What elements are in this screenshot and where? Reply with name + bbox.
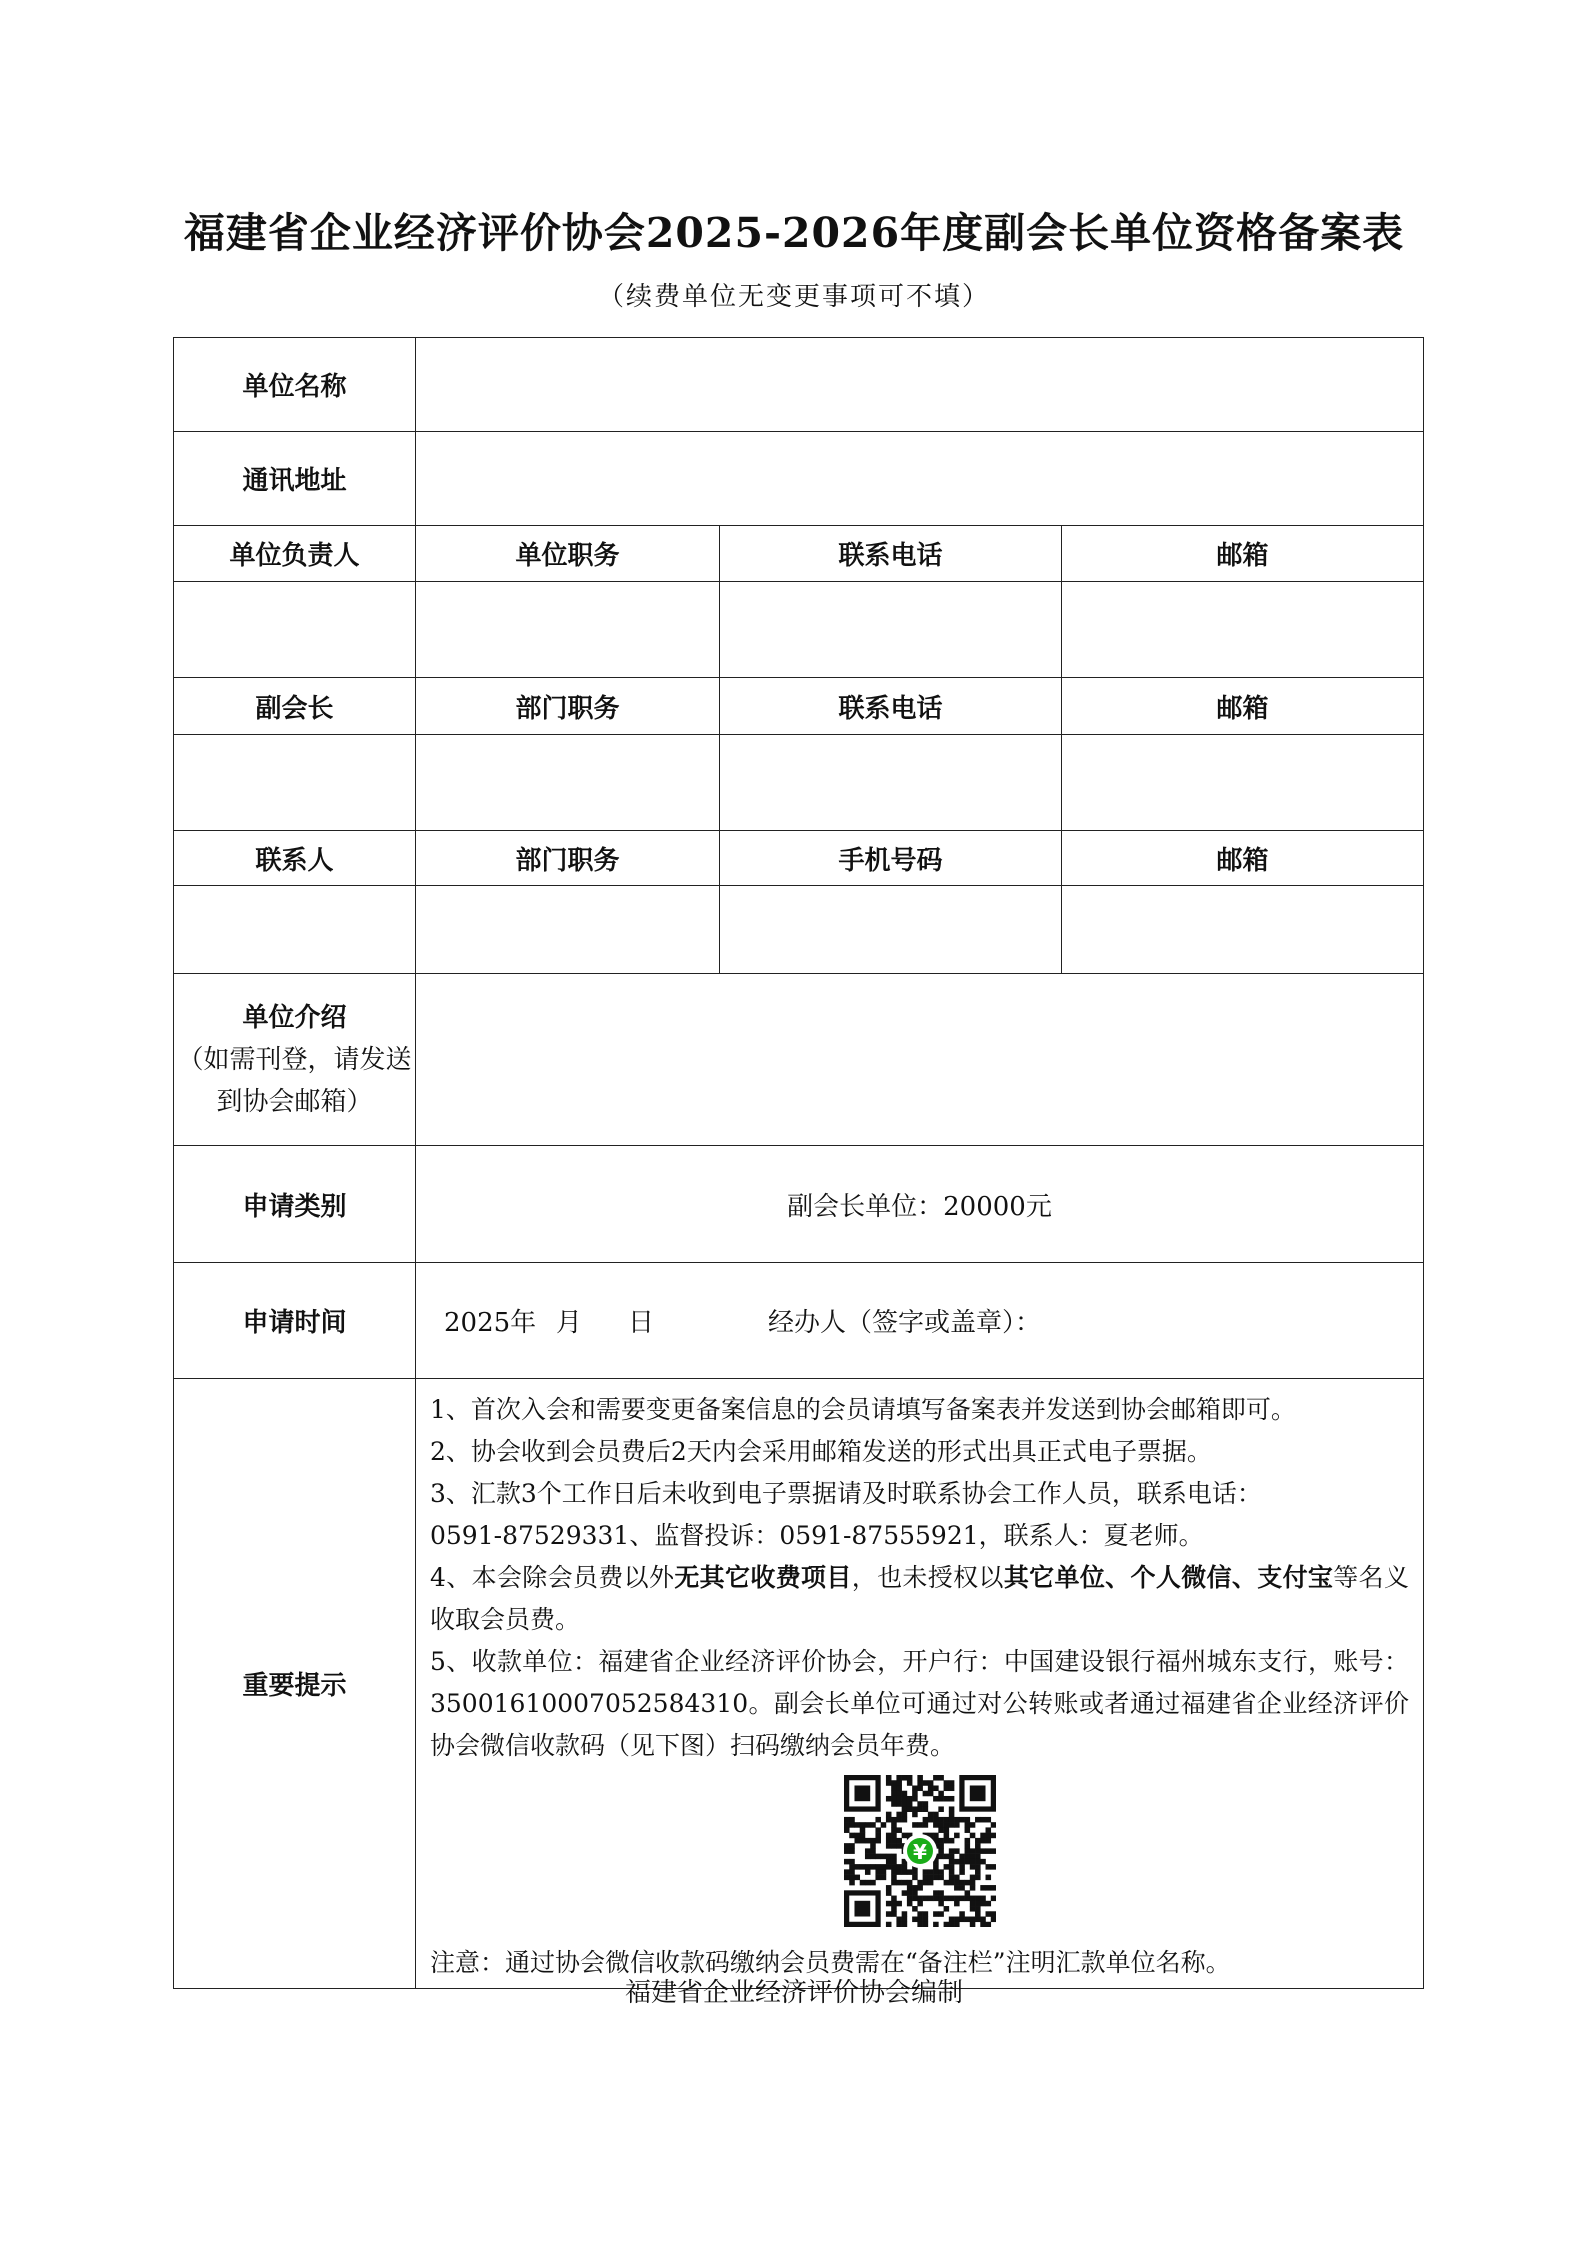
note-4-pre: 4、本会除会员费以外 — [430, 1563, 675, 1592]
intro-label-cell — [174, 974, 416, 1146]
qr-code-container — [430, 1767, 1409, 1942]
category-label: 申请类别 — [174, 1146, 416, 1263]
leader-header-email: 邮箱 — [1062, 526, 1424, 582]
leader-header-name: 单位负责人 — [174, 526, 416, 582]
note-2: 2、协会收到会员费后2天内会采用邮箱发送的形式出具正式电子票据。 — [430, 1437, 1212, 1466]
note-final: 注意：通过协会微信收款码缴纳会员费需在“备注栏”注明汇款单位名称。 — [430, 1948, 1231, 1977]
vp-header-phone: 联系电话 — [720, 678, 1062, 735]
note-4-post: 等名义收取会员费。 — [430, 1563, 1409, 1634]
contact-name-field[interactable] — [174, 886, 416, 974]
vp-phone-field[interactable] — [720, 735, 1062, 831]
row-unit-name — [174, 338, 1424, 432]
time-day: 日 — [628, 1308, 655, 1338]
time-year: 2025年 — [444, 1308, 537, 1338]
leader-header-title: 单位职务 — [416, 526, 720, 582]
contact-title-field[interactable] — [416, 886, 720, 974]
row-leader-input — [174, 582, 1424, 678]
contact-header-name: 联系人 — [174, 831, 416, 886]
category-value: 副会长单位：20000元 — [416, 1146, 1424, 1263]
leader-email-field[interactable] — [1062, 582, 1424, 678]
intro-label: 单位介绍 — [242, 1002, 347, 1033]
leader-name-field[interactable] — [174, 582, 416, 678]
registration-form-table — [173, 337, 1424, 1989]
note-3a: 3、汇款3个工作日后未收到电子票据请及时联系协会工作人员，联系电话： — [430, 1479, 1262, 1508]
time-handler: 经办人（签字或盖章）： — [768, 1308, 1042, 1338]
contact-header-email: 邮箱 — [1062, 831, 1424, 886]
svg-text:¥: ¥ — [912, 1840, 927, 1864]
time-label: 申请时间 — [174, 1263, 416, 1379]
leader-title-field[interactable] — [416, 582, 720, 678]
intro-field[interactable] — [416, 974, 1424, 1146]
contact-email-field[interactable] — [1062, 886, 1424, 974]
intro-label-note: （如需刊登，请发送到协会邮箱） — [177, 1044, 412, 1117]
row-vp-input — [174, 735, 1424, 831]
row-leader-header — [174, 526, 1424, 582]
vp-title-field[interactable] — [416, 735, 720, 831]
time-month: 月 — [556, 1308, 583, 1338]
row-category — [174, 1146, 1424, 1263]
note-1: 1、首次入会和需要变更备案信息的会员请填写备案表并发送到协会邮箱即可。 — [430, 1395, 1296, 1424]
form-title: 福建省企业经济评价协会2025-2026年度副会长单位资格备案表 — [183, 209, 1405, 257]
note-4-bold-2: 其它单位、个人微信、支付宝 — [1003, 1563, 1334, 1592]
contact-mobile-field[interactable] — [720, 886, 1062, 974]
notes-label: 重要提示 — [174, 1379, 416, 1989]
unit-name-label: 单位名称 — [174, 338, 416, 432]
row-contact-input — [174, 886, 1424, 974]
row-notes — [174, 1379, 1424, 1989]
form-subtitle: （续费单位无变更事项可不填） — [597, 282, 990, 312]
vp-email-field[interactable] — [1062, 735, 1424, 831]
wechat-pay-qr-code-icon — [844, 1775, 996, 1927]
unit-name-field[interactable] — [416, 338, 1424, 432]
time-field[interactable] — [416, 1263, 1424, 1379]
address-label: 通讯地址 — [174, 432, 416, 526]
vp-name-field[interactable] — [174, 735, 416, 831]
row-address — [174, 432, 1424, 526]
row-contact-header — [174, 831, 1424, 886]
contact-header-mobile: 手机号码 — [720, 831, 1062, 886]
note-3b: 0591-87529331、监督投诉：0591-87555921，联系人：夏老师。 — [430, 1521, 1204, 1550]
row-time — [174, 1263, 1424, 1379]
note-4-bold-1: 无其它收费项目 — [674, 1563, 852, 1592]
address-field[interactable] — [416, 432, 1424, 526]
contact-header-title: 部门职务 — [416, 831, 720, 886]
vp-header-name: 副会长 — [174, 678, 416, 735]
leader-phone-field[interactable] — [720, 582, 1062, 678]
vp-header-email: 邮箱 — [1062, 678, 1424, 735]
row-vp-header — [174, 678, 1424, 735]
row-intro — [174, 974, 1424, 1146]
notes-content — [416, 1379, 1424, 1989]
note-4-mid: ，也未授权以 — [851, 1563, 1004, 1592]
vp-header-title: 部门职务 — [416, 678, 720, 735]
form-footer: 福建省企业经济评价协会编制 — [624, 1978, 963, 2008]
leader-header-phone: 联系电话 — [720, 526, 1062, 582]
note-5: 5、收款单位：福建省企业经济评价协会，开户行：中国建设银行福州城东支行，账号：35001610007052584310。副会长单位可通过对公转账或者通过福建省企业经济评价协会微信收款码（见下图）扫码缴纳会员年费。 — [430, 1647, 1410, 1760]
note-4 — [430, 1557, 1409, 1641]
